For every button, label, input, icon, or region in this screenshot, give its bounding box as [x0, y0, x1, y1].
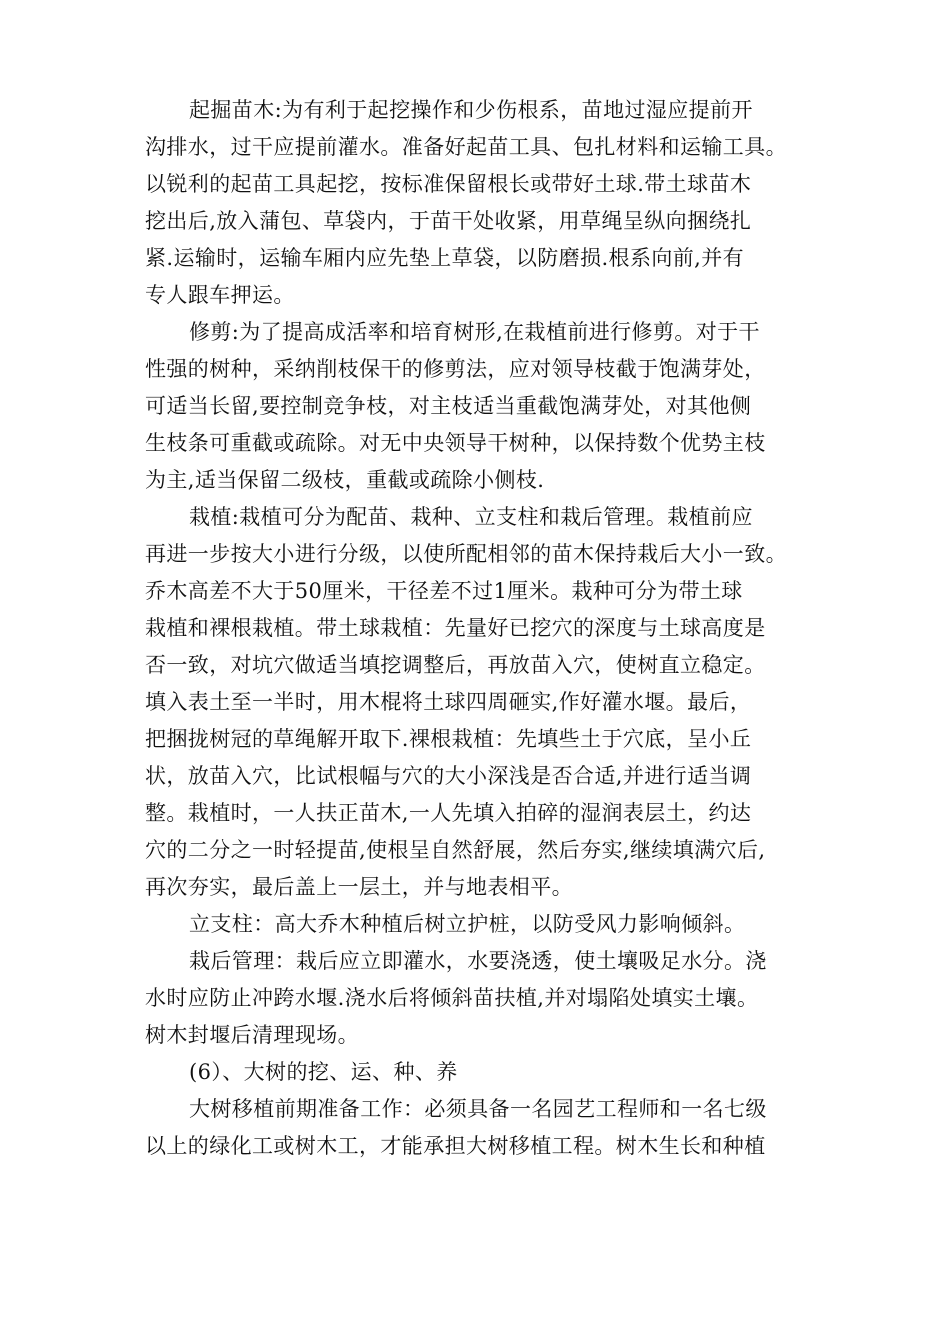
text-line: 修剪:为了提高成活率和培育树形,在栽植前进行修剪。对于干: [189, 320, 760, 344]
text-line: 水时应防止冲跨水堰.浇水后将倾斜苗扶植,并对塌陷处填实土壤。: [145, 986, 759, 1010]
text-line: 填入表土至一半时，用木棍将土球四周砸实,作好灌水堰。最后，: [145, 690, 752, 714]
text-line: 否一致，对坑穴做适当填挖调整后，再放苗入穴，使树直立稳定。: [145, 653, 766, 677]
paragraph: [145, 499, 815, 906]
text-line: 树木封堰后清理现场。: [145, 1023, 359, 1047]
text-line: (6）、大树的挖、运、种、养: [189, 1060, 458, 1084]
text-line: 乔木高差不大于50厘米，干径差不过1厘米。栽种可分为带土球: [145, 579, 743, 603]
text-line: 再次夯实，最后盖上一层土，并与地表相平。: [145, 875, 573, 899]
text-line: 栽植和裸根栽植。带土球栽植：先量好已挖穴的深度与土球高度是: [145, 616, 766, 640]
text-line: 挖出后,放入蒲包、草袋内，于苗干处收紧，用草绳呈纵向捆绕扎: [145, 209, 752, 233]
text-line: 起掘苗木:为有利于起挖操作和少伤根系，苗地过湿应提前开: [189, 98, 753, 122]
text-line: 专人跟车押运。: [145, 283, 295, 307]
text-line: 以锐利的起苗工具起挖，按标准保留根长或带好土球.带土球苗木: [145, 172, 752, 196]
text-line: 生枝条可重截或疏除。对无中央领导干树种，以保持数个优势主枝: [145, 431, 766, 455]
text-line: 以上的绿化工或树木工，才能承担大树移植工程。树木生长和种植: [145, 1134, 766, 1158]
text-line: 把捆拢树冠的草绳解开取下.裸根栽植：先填些土于穴底，呈小丘: [145, 727, 752, 751]
text-line: 紧.运输时，运输车厢内应先垫上草袋，以防磨损.根系向前,并有: [145, 246, 745, 270]
text-line: 立支柱：高大乔木种植后树立护桩，以防受风力影响倾斜。: [189, 912, 746, 936]
text-line: 穴的二分之一时轻提苗,使根呈自然舒展，然后夯实,继续填满穴后,: [145, 838, 766, 862]
text-line: 状，放苗入穴，比试根幅与穴的大小深浅是否合适,并进行适当调: [145, 764, 752, 788]
paragraph: [145, 943, 815, 1054]
paragraph: [145, 92, 815, 314]
text-line: 再进一步按大小进行分级，以使所配相邻的苗木保持栽后大小一致。: [145, 542, 787, 566]
paragraph: [145, 1054, 815, 1091]
text-line: 为主,适当保留二级枝，重截或疏除小侧枝.: [145, 468, 545, 492]
paragraph: [145, 314, 815, 499]
paragraph: [145, 1091, 815, 1165]
text-line: 大树移植前期准备工作：必须具备一名园艺工程师和一名七级: [189, 1097, 767, 1121]
text-line: 整。栽植时，一人扶正苗木,一人先填入拍碎的湿润表层土，约达: [145, 801, 752, 825]
text-line: 栽后管理：栽后应立即灌水，水要浇透，使土壤吸足水分。浇: [189, 949, 767, 973]
paragraph: [145, 906, 815, 943]
text-line: 沟排水，过干应提前灌水。准备好起苗工具、包扎材料和运输工具。: [145, 135, 787, 159]
text-line: 栽植:栽植可分为配苗、栽种、立支柱和栽后管理。栽植前应: [189, 505, 753, 529]
document-body: [145, 92, 815, 1165]
text-line: 可适当长留,要控制竞争枝，对主枝适当重截饱满芽处，对其他侧: [145, 394, 752, 418]
text-line: 性强的树种，采纳削枝保干的修剪法，应对领导枝截于饱满芽处，: [145, 357, 766, 381]
